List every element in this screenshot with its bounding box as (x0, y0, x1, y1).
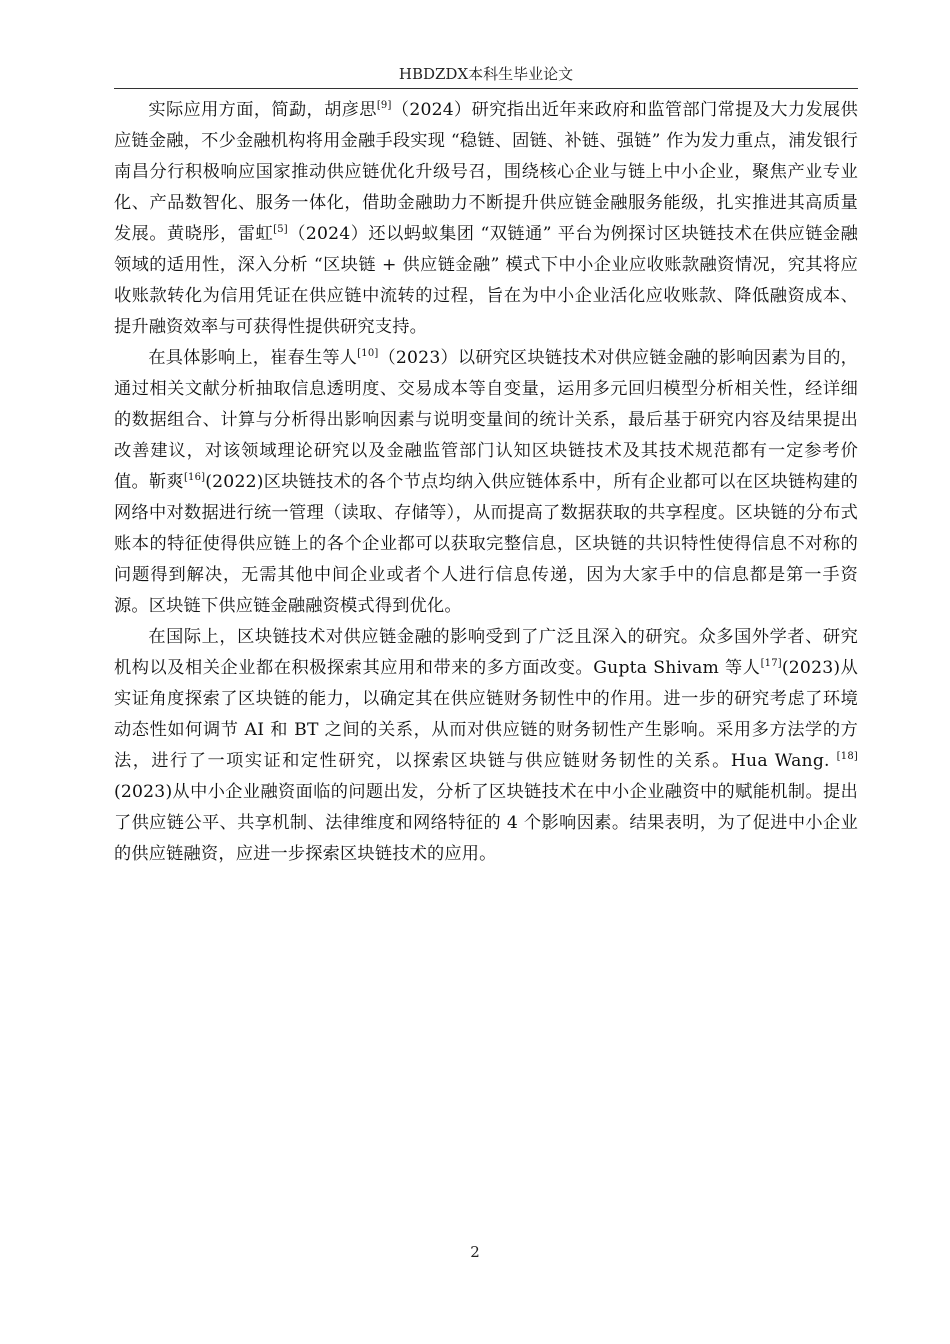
text-run: 在国际上，区块链技术对供应链金融的影响受到了广泛且深入的研究。众多国外学者、研究机构以及相关企业都在积极探索其应用和带来的多方面改变。Gupta Shivam 等人 (114, 627, 858, 678)
text-run: （2023）以研究区块链技术对供应链金融的影响因素为目的，通过相关文献分析抽取信息透明度、交易成本等自变量，运用多元回归模型分析相关性，经详细的数据组合、计算与分析得出影响因素与说明变量间的统计关系，最后基于研究内容及结果提出改善建议，对该领域理论研究以及金融监管部门认知区块链技术及其技术规范都有一定参考价值。靳爽 (114, 348, 858, 492)
text-run: （2024）研究指出近年来政府和监管部门常提及大力发展供应链金融，不少金融机构将用金融手段实现 “稳链、固链、补链、强链” 作为发力重点，浦发银行南昌分行积极响应国家推动供应链优化升级号召，围绕核心企业与链上中小企业，聚焦产业专业化、产品数智化、服务一体化，借助金融助力不断提升供应链金融服务能级，扎实推进其高质量发展。黄晓彤，雷虹 (114, 100, 858, 244)
citation-ref: [5] (273, 224, 288, 235)
text-run: （2024）还以蚂蚁集团 “双链通” 平台为例探讨区块链技术在供应链金融领域的适用性，深入分析 “区块链 + 供应链金融” 模式下中小企业应收账款融资情况，究其将应收账款转化为信用凭证在供应链中流转的过程，旨在为中小企业活化应收账款、降低融资成本、提升融资效率与可获得性提供研究支持。 (114, 224, 858, 337)
page-number: 2 (470, 1243, 480, 1261)
citation-ref: [17] (760, 658, 782, 669)
text-run: (2023)从中小企业融资面临的问题出发，分析了区块链技术在中小企业融资中的赋能机制。提出了供应链公平、共享机制、法律维度和网络特征的 4 个影响因素。结果表明，为了促进中小企业的供应链融资，应进一步探索区块链技术的应用。 (114, 782, 858, 864)
citation-ref: [16] (183, 472, 206, 483)
body-text (114, 95, 858, 870)
text-run: (2022)区块链技术的各个节点均纳入供应链体系中，所有企业都可以在区块链构建的网络中对数据进行统一管理（读取、存储等），从而提高了数据获取的共享程度。区块链的分布式账本的特征使得供应链上的各个企业都可以获取完整信息，区块链的共识特性使得信息不对称的问题得到解决，无需其他中间企业或者个人进行信息传递，因为大家手中的信息都是第一手资源。区块链下供应链金融融资模式得到优化。 (114, 472, 858, 616)
paragraph-specific-impact (114, 343, 858, 622)
citation-ref: [18] (836, 751, 858, 762)
text-run: 在具体影响上，崔春生等人 (148, 348, 358, 368)
paragraph-international-research (114, 622, 858, 870)
paragraph-practical-application (114, 95, 858, 343)
header-rule (114, 88, 858, 89)
citation-ref: [9] (376, 100, 392, 111)
text-run: 实际应用方面，简勐，胡彦思 (148, 100, 377, 120)
running-header: HBDZDX本科生毕业论文 (398, 65, 574, 83)
citation-ref: [10] (357, 348, 379, 359)
text-run: (2023)从实证角度探索了区块链的能力，以确定其在供应链财务韧性中的作用。进一步的研究考虑了环境动态性如何调节 AI 和 BT 之间的关系，从而对供应链的财务韧性产生影响。采用多方法学的方法，进行了一项实证和定性研究，以探索区块链与供应链财务韧性的关系。Hua Wang. (114, 658, 858, 771)
